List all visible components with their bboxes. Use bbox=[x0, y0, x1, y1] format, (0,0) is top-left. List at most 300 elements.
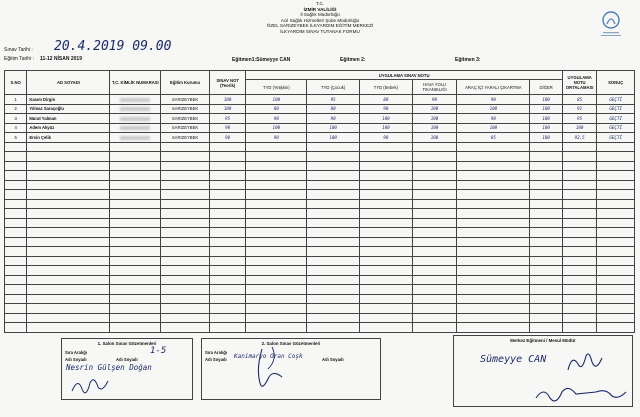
cell-diger bbox=[530, 190, 563, 200]
salon2-signature bbox=[242, 345, 292, 397]
cell-sonuc bbox=[597, 142, 635, 152]
cell-diger bbox=[530, 285, 563, 295]
tc-cell-redacted bbox=[110, 133, 161, 143]
cell-sonuc bbox=[597, 304, 635, 314]
cell-hava bbox=[412, 190, 457, 200]
cell-diger bbox=[530, 256, 563, 266]
tc-cell-redacted bbox=[110, 218, 161, 228]
cell-no bbox=[5, 313, 27, 323]
cell-no bbox=[5, 142, 27, 152]
cell-yetiskin bbox=[246, 237, 307, 247]
cell-yetiskin: 100 bbox=[246, 123, 307, 133]
cell-arac bbox=[457, 142, 530, 152]
cell-arac bbox=[457, 180, 530, 190]
cell-sonuc bbox=[597, 323, 635, 333]
cell-name: Murat Yalman bbox=[27, 114, 110, 124]
salon1-ad-label-2: Adı Soyadı bbox=[116, 357, 138, 362]
cell-no bbox=[5, 304, 27, 314]
cell-teorik bbox=[209, 323, 246, 333]
table-row bbox=[5, 142, 635, 152]
cell-no: 5 bbox=[5, 133, 27, 143]
cell-cocuk bbox=[307, 247, 360, 257]
tc-cell-redacted bbox=[110, 142, 161, 152]
cell-diger: 100 bbox=[530, 114, 563, 124]
header-kurum: Eğitim Kurumu bbox=[161, 71, 210, 95]
cell-arac: 90 bbox=[457, 95, 530, 105]
cell-hava: 90 bbox=[412, 95, 457, 105]
cell-hava bbox=[412, 247, 457, 257]
table-row bbox=[5, 199, 635, 209]
cell-hava: 100 bbox=[412, 123, 457, 133]
header-diger: DİĞER bbox=[530, 80, 563, 95]
cell-cocuk bbox=[307, 323, 360, 333]
egitmen3: Eğitmen 3: bbox=[455, 57, 481, 63]
cell-arac bbox=[457, 171, 530, 181]
cell-arac bbox=[457, 304, 530, 314]
cell-kurum: SARIZEYBEK bbox=[161, 95, 210, 105]
cell-sonuc: GEÇTİ bbox=[597, 104, 635, 114]
cell-sonuc bbox=[597, 199, 635, 209]
cell-cocuk bbox=[307, 161, 360, 171]
cell-arac bbox=[457, 256, 530, 266]
tc-cell-redacted bbox=[110, 275, 161, 285]
cell-sonuc bbox=[597, 171, 635, 181]
cell-bebek bbox=[360, 171, 413, 181]
cell-sonuc bbox=[597, 180, 635, 190]
cell-sonuc bbox=[597, 209, 635, 219]
tc-cell-redacted bbox=[110, 313, 161, 323]
cell-cocuk bbox=[307, 218, 360, 228]
cell-no: 1 bbox=[5, 95, 27, 105]
cell-teorik bbox=[209, 190, 246, 200]
salon2-title: 2. Salon Sınav Gözetmenleri bbox=[261, 341, 321, 346]
cell-yetiskin bbox=[246, 313, 307, 323]
cell-teorik bbox=[209, 313, 246, 323]
cell-no: 3 bbox=[5, 114, 27, 124]
cell-hava bbox=[412, 161, 457, 171]
cell-teorik: 100 bbox=[209, 95, 246, 105]
cell-arac bbox=[457, 237, 530, 247]
cell-sonuc bbox=[597, 275, 635, 285]
cell-kurum bbox=[161, 294, 210, 304]
salon2-name-handwritten: Kanimaryo Oran Coşk bbox=[234, 353, 303, 360]
cell-yetiskin bbox=[246, 218, 307, 228]
cell-arac: 85 bbox=[457, 133, 530, 143]
cell-teorik bbox=[209, 304, 246, 314]
cell-name bbox=[27, 228, 110, 238]
table-row bbox=[5, 95, 635, 105]
cell-ort bbox=[562, 142, 596, 152]
cell-bebek: 100 bbox=[360, 114, 413, 124]
cell-hava bbox=[412, 142, 457, 152]
salon1-ad-label: Adı Soyadı bbox=[65, 357, 87, 362]
cell-teorik bbox=[209, 218, 246, 228]
cell-diger bbox=[530, 313, 563, 323]
cell-kurum: SARIZEYBEK bbox=[161, 123, 210, 133]
cell-arac bbox=[457, 275, 530, 285]
cell-cocuk bbox=[307, 304, 360, 314]
cell-yetiskin bbox=[246, 180, 307, 190]
tc-cell-redacted bbox=[110, 180, 161, 190]
cell-no bbox=[5, 190, 27, 200]
cell-hava: 100 bbox=[412, 114, 457, 124]
cell-ort bbox=[562, 161, 596, 171]
salon1-name-handwritten: Nesrin Gülşen Doğan bbox=[66, 363, 152, 372]
cell-sonuc bbox=[597, 247, 635, 257]
cell-arac bbox=[457, 218, 530, 228]
merkez-name-handwritten: Sümeyye CAN bbox=[480, 354, 547, 365]
cell-ort: 92,5 bbox=[562, 133, 596, 143]
cell-bebek bbox=[360, 323, 413, 333]
cell-yetiskin bbox=[246, 161, 307, 171]
table-row bbox=[5, 237, 635, 247]
cell-kurum bbox=[161, 161, 210, 171]
cell-no bbox=[5, 256, 27, 266]
cell-yetiskin bbox=[246, 323, 307, 333]
cell-no bbox=[5, 161, 27, 171]
cell-kurum bbox=[161, 142, 210, 152]
cell-kurum bbox=[161, 190, 210, 200]
cell-teorik bbox=[209, 199, 246, 209]
table-row bbox=[5, 294, 635, 304]
cell-arac: 90 bbox=[457, 114, 530, 124]
cell-diger bbox=[530, 247, 563, 257]
table-row bbox=[5, 133, 635, 143]
cell-bebek bbox=[360, 142, 413, 152]
header-uygulama: UYGULAMA SINAV NOTU bbox=[246, 71, 563, 80]
cell-name bbox=[27, 285, 110, 295]
cell-kurum: SARIZEYBEK bbox=[161, 114, 210, 124]
cell-name bbox=[27, 266, 110, 276]
cell-teorik bbox=[209, 161, 246, 171]
cell-teorik: 90 bbox=[209, 133, 246, 143]
cell-ort: 95 bbox=[562, 114, 596, 124]
cell-teorik bbox=[209, 266, 246, 276]
cell-teorik bbox=[209, 294, 246, 304]
cell-name bbox=[27, 199, 110, 209]
cell-no bbox=[5, 294, 27, 304]
tc-cell-redacted bbox=[110, 199, 161, 209]
cell-hava bbox=[412, 209, 457, 219]
tc-cell-redacted bbox=[110, 304, 161, 314]
salon1-box bbox=[61, 338, 193, 400]
cell-bebek bbox=[360, 256, 413, 266]
cell-kurum bbox=[161, 266, 210, 276]
table-row bbox=[5, 228, 635, 238]
cell-cocuk bbox=[307, 294, 360, 304]
cell-ort bbox=[562, 275, 596, 285]
cell-teorik: 90 bbox=[209, 123, 246, 133]
cell-arac bbox=[457, 266, 530, 276]
cell-ort: 85 bbox=[562, 95, 596, 105]
tc-cell-redacted bbox=[110, 256, 161, 266]
cell-no bbox=[5, 275, 27, 285]
cell-teorik bbox=[209, 152, 246, 162]
cell-yetiskin: 90 bbox=[246, 133, 307, 143]
cell-name bbox=[27, 237, 110, 247]
cell-name bbox=[27, 190, 110, 200]
cell-yetiskin bbox=[246, 209, 307, 219]
table-row bbox=[5, 266, 635, 276]
cell-hava: 100 bbox=[412, 133, 457, 143]
cell-bebek bbox=[360, 161, 413, 171]
cell-hava bbox=[412, 199, 457, 209]
tc-cell-redacted bbox=[110, 294, 161, 304]
table-row bbox=[5, 256, 635, 266]
cell-diger: 100 bbox=[530, 104, 563, 114]
header-line: İl Sağlık Müdürlüğü bbox=[300, 12, 340, 18]
cell-diger: 100 bbox=[530, 123, 563, 133]
cell-cocuk bbox=[307, 209, 360, 219]
tc-cell-redacted bbox=[110, 161, 161, 171]
cell-teorik bbox=[209, 275, 246, 285]
cell-teorik bbox=[209, 180, 246, 190]
cell-diger bbox=[530, 304, 563, 314]
cell-no bbox=[5, 199, 27, 209]
cell-bebek bbox=[360, 294, 413, 304]
cell-bebek bbox=[360, 209, 413, 219]
merkez-title: Merkez Eğitmeni / Mesul Müdür bbox=[510, 338, 576, 343]
cell-hava bbox=[412, 323, 457, 333]
cell-bebek bbox=[360, 190, 413, 200]
cell-hava bbox=[412, 266, 457, 276]
table-row bbox=[5, 285, 635, 295]
cell-cocuk bbox=[307, 190, 360, 200]
tc-cell-redacted bbox=[110, 228, 161, 238]
cell-ort: 91 bbox=[562, 104, 596, 114]
sinav-tarihi-value: 20.4.2019 09.00 bbox=[54, 39, 172, 54]
header-ad-soyad: AD SOYADI bbox=[27, 71, 110, 95]
salon2-ad-label-2: Adı Soyadı bbox=[322, 357, 344, 362]
cell-teorik bbox=[209, 142, 246, 152]
cell-bebek bbox=[360, 152, 413, 162]
cell-yetiskin bbox=[246, 266, 307, 276]
tc-cell-redacted bbox=[110, 190, 161, 200]
cell-hava: 100 bbox=[412, 104, 457, 114]
cell-sonuc bbox=[597, 313, 635, 323]
cell-yetiskin bbox=[246, 199, 307, 209]
cell-ort bbox=[562, 180, 596, 190]
cell-name bbox=[27, 247, 110, 257]
cell-teorik: 95 bbox=[209, 114, 246, 124]
cell-sonuc bbox=[597, 218, 635, 228]
cell-diger: 100 bbox=[530, 95, 563, 105]
header-line: İLKYARDIM SINAV TUTANAK FORMU bbox=[280, 28, 360, 34]
cell-hava bbox=[412, 171, 457, 181]
cell-arac bbox=[457, 190, 530, 200]
cell-kurum bbox=[161, 209, 210, 219]
header-line: İZMİR VALİLİĞİ bbox=[303, 6, 337, 12]
header-line: ÖZEL SARIZEYBEK İLKYARDIM EĞİTİM MERKEZİ bbox=[266, 23, 374, 29]
cell-hava bbox=[412, 275, 457, 285]
cell-name bbox=[27, 161, 110, 171]
tc-cell-redacted bbox=[110, 285, 161, 295]
cell-yetiskin: 80 bbox=[246, 104, 307, 114]
cell-cocuk: 90 bbox=[307, 114, 360, 124]
cell-name: Yılmaz Saraçoğlu bbox=[27, 104, 110, 114]
table-row bbox=[5, 171, 635, 181]
cell-bebek bbox=[360, 247, 413, 257]
cell-ort bbox=[562, 171, 596, 181]
cell-diger bbox=[530, 142, 563, 152]
tc-cell-redacted bbox=[110, 209, 161, 219]
cell-name bbox=[27, 142, 110, 152]
table-row bbox=[5, 218, 635, 228]
cell-yetiskin bbox=[246, 228, 307, 238]
cell-diger bbox=[530, 152, 563, 162]
cell-no bbox=[5, 218, 27, 228]
cell-name bbox=[27, 209, 110, 219]
table-row bbox=[5, 323, 635, 333]
redacted-tc-number bbox=[120, 136, 150, 140]
cell-teorik bbox=[209, 247, 246, 257]
cell-kurum bbox=[161, 171, 210, 181]
cell-name bbox=[27, 275, 110, 285]
cell-no bbox=[5, 209, 27, 219]
cell-cocuk bbox=[307, 199, 360, 209]
cell-no: 2 bbox=[5, 104, 27, 114]
cell-kurum bbox=[161, 180, 210, 190]
header-arac: ARAÇ İÇİ YARALI ÇIKARTMA bbox=[457, 80, 530, 95]
form-header bbox=[230, 1, 410, 35]
cell-hava bbox=[412, 152, 457, 162]
tc-cell-redacted bbox=[110, 266, 161, 276]
sinav-tarihi-label: Sınav Tarihi : bbox=[4, 47, 33, 53]
cell-name bbox=[27, 180, 110, 190]
salon2-ad-label: Adı Soyadı bbox=[205, 357, 227, 362]
cell-bebek: 90 bbox=[360, 133, 413, 143]
cell-kurum bbox=[161, 237, 210, 247]
cell-teorik bbox=[209, 256, 246, 266]
cell-hava bbox=[412, 304, 457, 314]
cell-kurum bbox=[161, 256, 210, 266]
cell-diger bbox=[530, 218, 563, 228]
cell-name bbox=[27, 313, 110, 323]
ministry-logo-icon bbox=[593, 6, 629, 42]
egitim-tarihi-value: 11-12 NİSAN 2019 bbox=[40, 56, 82, 62]
cell-ort bbox=[562, 256, 596, 266]
cell-kurum bbox=[161, 247, 210, 257]
salon1-sira-label: Sıra Aralığı bbox=[65, 350, 87, 355]
cell-teorik bbox=[209, 237, 246, 247]
header-sno: S.NO bbox=[5, 71, 27, 95]
cell-no bbox=[5, 247, 27, 257]
cell-arac: 100 bbox=[457, 104, 530, 114]
header-line: T.C. bbox=[315, 1, 325, 6]
cell-name bbox=[27, 304, 110, 314]
header-sinav-notu: SINAV NOT (Teorik) bbox=[209, 71, 246, 95]
cell-name bbox=[27, 323, 110, 333]
cell-bebek bbox=[360, 180, 413, 190]
cell-bebek: 80 bbox=[360, 95, 413, 105]
cell-ort bbox=[562, 228, 596, 238]
cell-cocuk bbox=[307, 275, 360, 285]
cell-ort bbox=[562, 247, 596, 257]
cell-kurum: SARIZEYBEK bbox=[161, 104, 210, 114]
cell-cocuk: 80 bbox=[307, 104, 360, 114]
cell-diger bbox=[530, 294, 563, 304]
cell-ort bbox=[562, 218, 596, 228]
cell-bebek bbox=[360, 313, 413, 323]
cell-bebek bbox=[360, 237, 413, 247]
cell-hava bbox=[412, 313, 457, 323]
cell-sonuc bbox=[597, 152, 635, 162]
table-row bbox=[5, 123, 635, 133]
tc-cell-redacted bbox=[110, 123, 161, 133]
redacted-tc-number bbox=[120, 98, 150, 102]
cell-arac bbox=[457, 323, 530, 333]
egitim-tarihi-label: Eğitim Tarihi : bbox=[4, 56, 34, 62]
cell-sonuc bbox=[597, 294, 635, 304]
cell-yetiskin bbox=[246, 247, 307, 257]
cell-hava bbox=[412, 180, 457, 190]
cell-bebek bbox=[360, 199, 413, 209]
cell-ort bbox=[562, 304, 596, 314]
cell-sonuc: GEÇTİ bbox=[597, 123, 635, 133]
cell-diger bbox=[530, 180, 563, 190]
cell-name: Ersin Çelik bbox=[27, 133, 110, 143]
egitmen2: Eğitmen 2: bbox=[340, 57, 366, 63]
cell-kurum bbox=[161, 218, 210, 228]
cell-yetiskin: 100 bbox=[246, 95, 307, 105]
table-row bbox=[5, 190, 635, 200]
cell-bebek bbox=[360, 285, 413, 295]
table-row bbox=[5, 313, 635, 323]
cell-cocuk bbox=[307, 237, 360, 247]
cell-cocuk bbox=[307, 142, 360, 152]
cell-sonuc: GEÇTİ bbox=[597, 95, 635, 105]
cell-sonuc bbox=[597, 285, 635, 295]
cell-teorik bbox=[209, 285, 246, 295]
cell-cocuk bbox=[307, 256, 360, 266]
cell-kurum bbox=[161, 323, 210, 333]
cell-yetiskin bbox=[246, 256, 307, 266]
cell-yetiskin: 90 bbox=[246, 114, 307, 124]
cell-arac bbox=[457, 228, 530, 238]
merkez-signature bbox=[564, 350, 604, 376]
cell-diger bbox=[530, 228, 563, 238]
table-row bbox=[5, 114, 635, 124]
cell-name bbox=[27, 256, 110, 266]
cell-ort bbox=[562, 209, 596, 219]
cell-no bbox=[5, 228, 27, 238]
cell-yetiskin bbox=[246, 152, 307, 162]
redacted-tc-number bbox=[120, 126, 150, 130]
cell-cocuk: 100 bbox=[307, 133, 360, 143]
cell-no bbox=[5, 180, 27, 190]
cell-teorik: 100 bbox=[209, 104, 246, 114]
cell-sonuc bbox=[597, 190, 635, 200]
cell-ort bbox=[562, 152, 596, 162]
header-tyd-cocuk: TYD (Çocuk) bbox=[307, 80, 360, 95]
cell-bebek bbox=[360, 218, 413, 228]
cell-yetiskin bbox=[246, 285, 307, 295]
cell-no bbox=[5, 285, 27, 295]
tc-cell-redacted bbox=[110, 247, 161, 257]
table-row bbox=[5, 275, 635, 285]
header-line: Acil Sağlık Hizmetleri Şube Müdürlüğü bbox=[280, 17, 360, 23]
cell-sonuc bbox=[597, 228, 635, 238]
table-row bbox=[5, 209, 635, 219]
cell-kurum bbox=[161, 313, 210, 323]
table-row bbox=[5, 104, 635, 114]
exam-results-table bbox=[4, 70, 635, 333]
cell-kurum bbox=[161, 152, 210, 162]
cell-hava bbox=[412, 218, 457, 228]
cell-ort bbox=[562, 237, 596, 247]
table-row bbox=[5, 152, 635, 162]
salon2-box bbox=[201, 338, 381, 400]
